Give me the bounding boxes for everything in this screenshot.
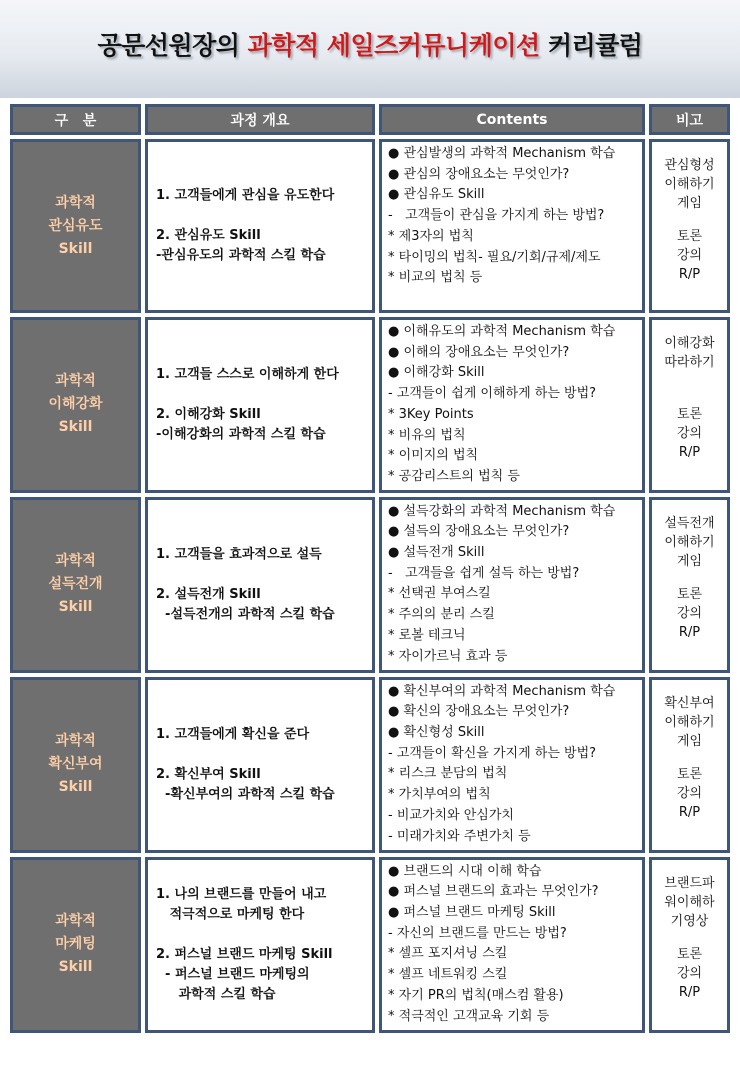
contents-line: ● 설득강화의 과학적 Mechanism 학습: [388, 503, 616, 519]
contents-line: - 고객들이 쉽게 이해하게 하는 방법?: [388, 386, 597, 402]
contents-line: ● 퍼스널 브랜드의 효과는 무엇인가?: [388, 884, 599, 900]
overview-line: 1. 고객들을 효과적으로 설득: [156, 546, 322, 562]
contents-line: * 로볼 테크닉: [388, 627, 466, 643]
spacer: [652, 213, 727, 227]
contents-line: * 3Key Points: [388, 406, 474, 422]
note-line: 강의: [676, 426, 703, 441]
note-line: R/P: [678, 984, 701, 1000]
note-line: 관심형성: [664, 158, 715, 173]
note-line: 이해하기: [664, 534, 715, 550]
category-label: 과학적: [55, 733, 96, 750]
table-row: [10, 677, 730, 853]
header-category-label: 구 분: [54, 112, 97, 129]
contents-cell: [379, 317, 645, 493]
contents-line: * 적극적인 고객교육 기회 등: [388, 1008, 550, 1024]
category-label: Skill: [58, 959, 93, 976]
note-line: 설득전개: [664, 515, 715, 531]
contents-line: * 제3자의 법칙: [388, 228, 474, 244]
overview-cell: [145, 139, 375, 313]
contents-line: ● 확신형성 Skill: [388, 725, 485, 741]
overview-line: 2. 관심유도 Skill: [156, 228, 261, 243]
note-line: 강의: [676, 605, 703, 621]
category-cell: [10, 317, 141, 493]
category-cell: [10, 139, 141, 313]
title-part-1: 공문선원장의: [97, 31, 248, 60]
category-label: 이해강화: [48, 396, 103, 413]
category-cell: [10, 497, 141, 673]
contents-line: * 자기 PR의 법칙(매스컴 활용): [388, 987, 564, 1003]
table-row: [10, 857, 730, 1033]
header-note: [649, 104, 730, 135]
note-line: 토론: [676, 229, 703, 244]
overview-line: 2. 퍼스널 브랜드 마케팅 Skill: [156, 946, 333, 962]
category-label: 과학적: [55, 194, 96, 211]
header-contents: [379, 104, 645, 135]
table-row: [10, 497, 730, 673]
table-row: [10, 139, 730, 313]
overview-line: -관심유도의 과학적 스킬 학습: [156, 248, 326, 263]
contents-line: - 고객들을 쉽게 설득 하는 방법?: [388, 565, 580, 581]
contents-cell: [379, 677, 645, 853]
spacer: [156, 745, 364, 765]
note-line: 게임: [676, 196, 703, 211]
header-contents-label: Contents: [476, 111, 548, 128]
note-line: R/P: [678, 624, 701, 640]
note-line: 이해하기: [664, 714, 715, 730]
curriculum-table: [6, 100, 734, 1037]
note-line: 브랜드파: [664, 875, 715, 891]
spacer: [652, 372, 727, 405]
contents-line: * 타이밍의 법칙- 필요/기회/규제/제도: [388, 249, 601, 265]
note-line: R/P: [678, 804, 701, 820]
contents-line: * 주의의 분리 스킬: [388, 607, 495, 623]
note-line: 강의: [676, 785, 703, 801]
contents-line: ● 관심유도 Skill: [388, 187, 485, 203]
note-line: 확신부여: [664, 695, 715, 711]
contents-line: * 비유의 법칙: [388, 427, 466, 443]
contents-cell: [379, 139, 645, 313]
contents-line: ● 설득전개 Skill: [388, 545, 485, 561]
category-label: 관심유도: [48, 217, 103, 234]
overview-line: -설득전개의 과학적 스킬 학습: [156, 606, 335, 622]
note-cell: [649, 857, 730, 1033]
spacer: [652, 571, 727, 585]
contents-line: ● 이해강화 Skill: [388, 365, 485, 381]
contents-line: ● 확신부여의 과학적 Mechanism 학습: [388, 683, 616, 699]
note-cell: [649, 677, 730, 853]
contents-line: ● 확신의 장애요소는 무엇인가?: [388, 704, 570, 720]
category-cell: [10, 857, 141, 1033]
overview-line: 1. 나의 브랜드를 만들어 내고: [156, 886, 327, 902]
note-line: 토론: [676, 766, 703, 782]
note-line: 따라하기: [664, 355, 715, 370]
overview-line: 1. 고객들 스스로 이해하게 한다: [156, 366, 339, 382]
contents-cell: [379, 857, 645, 1033]
contents-line: * 비교의 법칙 등: [388, 270, 483, 286]
contents-line: * 이미지의 법칙: [388, 448, 479, 464]
spacer: [156, 565, 364, 585]
overview-line: -이해강화의 과학적 스킬 학습: [156, 426, 326, 442]
contents-line: ● 브랜드의 시대 이해 학습: [388, 863, 542, 879]
contents-line: * 가치부여의 법칙: [388, 787, 491, 803]
overview-line: 2. 설득전개 Skill: [156, 586, 261, 602]
overview-line: 적극적으로 마케팅 한다: [156, 906, 305, 922]
header-overview: [145, 104, 375, 135]
note-line: 강의: [676, 248, 703, 263]
note-line: 토론: [676, 407, 703, 422]
overview-line: - 퍼스널 브랜드 마케팅의: [156, 966, 310, 982]
note-cell: [649, 139, 730, 313]
note-line: 워이해하: [664, 894, 715, 910]
overview-line: 2. 확신부여 Skill: [156, 766, 261, 782]
contents-line: * 셀프 포지셔닝 스킬: [388, 946, 508, 962]
note-cell: [649, 317, 730, 493]
table-row: [10, 317, 730, 493]
contents-line: * 자이가르닉 효과 등: [388, 648, 508, 664]
contents-line: * 공감리스트의 법칙 등: [388, 468, 520, 484]
contents-line: - 자신의 브랜드를 만드는 방법?: [388, 925, 567, 941]
overview-line: -확신부여의 과학적 스킬 학습: [156, 786, 335, 802]
note-line: 토론: [676, 946, 703, 962]
contents-line: ● 이해유도의 과학적 Mechanism 학습: [388, 324, 616, 339]
header-note-label: 비고: [675, 112, 704, 129]
contents-line: ● 관심의 장애요소는 무엇인가?: [388, 166, 570, 182]
note-line: 게임: [676, 733, 703, 749]
category-label: 과학적: [55, 913, 96, 930]
note-line: 강의: [676, 965, 703, 981]
overview-cell: [145, 677, 375, 853]
curriculum-table-body: [10, 104, 730, 1033]
category-label: 설득전개: [48, 576, 103, 593]
overview-cell: [145, 497, 375, 673]
contents-line: ● 설득의 장애요소는 무엇인가?: [388, 524, 570, 540]
title-part-3: 커리큘럼: [539, 31, 643, 60]
note-line: 이해강화: [664, 336, 715, 351]
overview-cell: [145, 857, 375, 1033]
overview-cell: [145, 317, 375, 493]
category-label: Skill: [58, 599, 93, 616]
note-line: R/P: [678, 445, 701, 460]
contents-line: * 셀프 네트워킹 스킬: [388, 967, 508, 983]
contents-cell: [379, 497, 645, 673]
overview-line: 2. 이해강화 Skill: [156, 406, 261, 422]
contents-line: - 고객들이 관심을 가지게 하는 방법?: [388, 208, 605, 224]
page-title: [0, 26, 740, 62]
category-label: 과학적: [55, 373, 96, 390]
spacer: [156, 385, 364, 405]
note-cell: [649, 497, 730, 673]
contents-line: * 리스크 분담의 법칙: [388, 766, 508, 782]
note-line: 이해하기: [664, 177, 715, 192]
category-label: Skill: [58, 419, 93, 436]
spacer: [156, 925, 364, 945]
category-cell: [10, 677, 141, 853]
category-label: 마케팅: [55, 936, 96, 953]
contents-line: - 미래가치와 주변가치 등: [388, 828, 531, 844]
header-category: [10, 104, 141, 135]
contents-line: * 선택권 부여스킬: [388, 586, 491, 602]
contents-line: - 비교가치와 안심가치: [388, 807, 514, 823]
contents-line: ● 관심발생의 과학적 Mechanism 학습: [388, 146, 616, 161]
note-line: R/P: [678, 267, 701, 282]
contents-line: ● 퍼스널 브랜드 마케팅 Skill: [388, 905, 556, 921]
category-label: Skill: [58, 779, 93, 796]
spacer: [156, 206, 364, 226]
spacer: [652, 931, 727, 945]
note-line: 토론: [676, 586, 703, 602]
overview-line: 과학적 스킬 학습: [156, 986, 276, 1002]
header-overview-label: 과정 개요: [230, 112, 290, 129]
category-label: 과학적: [55, 553, 96, 570]
overview-line: 1. 고객들에게 관심을 유도한다: [156, 188, 335, 203]
category-label: 확신부여: [48, 756, 103, 773]
overview-line: 1. 고객들에게 확신을 준다: [156, 726, 310, 742]
contents-line: ● 이해의 장애요소는 무엇인가?: [388, 344, 570, 360]
title-part-2-highlight: 과학적 세일즈커뮤니케이션: [247, 31, 540, 60]
note-line: 게임: [676, 553, 703, 569]
spacer: [652, 751, 727, 765]
contents-line: - 고객들이 확신을 가지게 하는 방법?: [388, 745, 597, 761]
note-line: 기영상: [670, 913, 709, 929]
category-label: Skill: [58, 240, 93, 257]
table-header-row: [10, 104, 730, 135]
